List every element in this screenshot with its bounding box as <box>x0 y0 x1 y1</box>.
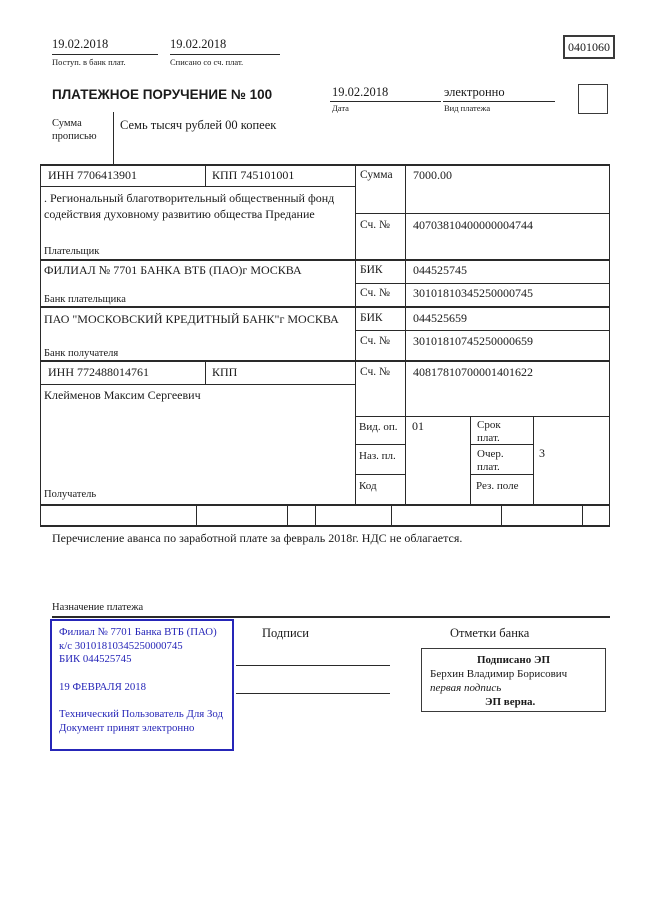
payer-bank-account: 30101810345250000745 <box>413 286 533 300</box>
payer-inn: ИНН 7706413901 <box>48 168 137 182</box>
payee-bank-account-label: Сч. № <box>360 335 391 347</box>
rez-pole-label: Рез. поле <box>476 480 519 492</box>
payer-account: 40703810400000004744 <box>413 218 533 232</box>
sum-value: 7000.00 <box>413 168 452 182</box>
vid-op-line <box>355 444 405 445</box>
signature-line <box>236 693 390 694</box>
purpose-label: Назначение платежа <box>52 602 144 613</box>
payer-section-label: Плательщик <box>44 246 100 257</box>
signed-name: Берхин Владимир Борисович <box>430 668 568 680</box>
stamp-bank-name: Филиал № 7701 Банка ВТБ (ПАО) <box>59 626 217 638</box>
amount-words-value: Семь тысяч рублей 00 копеек <box>120 118 277 132</box>
payee-account: 40817810700001401622 <box>413 365 533 379</box>
table-top-line <box>40 164 610 166</box>
payer-kpp: КПП 745101001 <box>212 168 295 182</box>
payer-name: . Региональный благотворительный общественный фонд содействия духовному развитию общества Предание <box>44 191 335 221</box>
payer-bank-name: ФИЛИАЛ № 7701 БАНКА ВТБ (ПАО)г МОСКВА <box>44 263 302 277</box>
payee-bank-section-line <box>40 360 610 362</box>
table-right-edge <box>609 164 610 526</box>
stamp-date: 19 ФЕВРАЛЯ 2018 <box>59 680 147 693</box>
signed-title: Подписано ЭП <box>476 654 551 666</box>
document-date: 19.02.2018 <box>332 85 389 99</box>
payer-bank-account-label: Сч. № <box>360 287 391 299</box>
ocher-plat-value: 3 <box>539 446 545 460</box>
document-date-underline <box>330 101 441 102</box>
stamp-corr-account: к/с 30101810345250000745 <box>59 639 183 652</box>
payee-bank-name: ПАО "МОСКОВСКИЙ КРЕДИТНЫЙ БАНК"г МОСКВА <box>44 312 339 326</box>
payer-bank-bik-label: БИК <box>360 264 383 276</box>
payment-kind-label: Вид платежа <box>444 103 491 113</box>
signatures-label: Подписи <box>262 626 309 640</box>
tax-cell-divider <box>501 504 502 526</box>
inn-kpp-divider <box>205 164 206 187</box>
purpose-text: Перечисление аванса по заработной плате за февраль 2018г. НДС не облагается. <box>52 531 463 545</box>
tax-cell-divider <box>287 504 288 526</box>
signature-line <box>236 665 390 666</box>
tax-cell-divider <box>196 504 197 526</box>
table-left-edge <box>40 164 41 526</box>
inn-row-line <box>40 186 355 187</box>
value-column-line <box>405 164 406 505</box>
status-field-box <box>578 84 608 114</box>
bank-marks-label: Отметки банка <box>450 626 530 640</box>
vid-op-label: Вид. оп. <box>359 421 398 433</box>
stamp-user: Технический Пользователь Для Зод <box>59 708 223 720</box>
received-date: 19.02.2018 <box>52 37 109 51</box>
signed-kind: первая подпись <box>430 682 502 694</box>
operation-table-top-line <box>355 416 610 417</box>
payer-bank-section-line <box>40 306 610 308</box>
tax-cell-divider <box>582 504 583 526</box>
stamp-accepted: Документ принят электронно <box>59 721 195 734</box>
payer-bank-bik: 044525745 <box>413 263 467 277</box>
sum-row-line <box>355 213 610 214</box>
payee-inn: ИНН 772488014761 <box>48 365 149 379</box>
stamp-bik: БИК 044525745 <box>59 653 132 665</box>
debited-date-underline <box>170 54 280 55</box>
table-bottom-line <box>40 504 610 506</box>
payee-bank-bik-label: БИК <box>360 312 383 324</box>
payee-name: Клейменов Максим Сергеевич <box>44 388 201 402</box>
srok-column-left-line <box>470 416 471 505</box>
debited-date: 19.02.2018 <box>170 37 227 51</box>
ocher-line <box>470 474 533 475</box>
debited-date-label: Списано со сч. плат. <box>170 57 244 67</box>
payment-kind-value: электронно <box>444 85 505 99</box>
payee-bank-section-label: Банк получателя <box>44 348 119 359</box>
bik1-row-line <box>355 283 610 284</box>
payer-bank-section-label: Банк плательщика <box>44 294 126 305</box>
srok-column-right-line <box>533 416 534 505</box>
electronic-signature-box <box>421 648 606 712</box>
received-date-underline <box>52 54 158 55</box>
naz-pl-label: Наз. пл. <box>359 450 396 462</box>
received-date-label: Поступ. в банк плат. <box>52 57 126 67</box>
form-code-box: 0401060 <box>563 35 615 59</box>
tax-row-bottom-line <box>40 525 610 527</box>
naz-pl-line <box>355 474 405 475</box>
signed-verified: ЭП верна. <box>485 696 536 708</box>
payee-account-label: Сч. № <box>360 366 391 378</box>
bank-acceptance-stamp <box>50 619 234 751</box>
vid-op-value: 01 <box>412 419 424 433</box>
payee-bank-account: 30101810745250000659 <box>413 334 533 348</box>
payee-section-label: Получатель <box>44 489 97 500</box>
payee-kpp-label: КПП <box>212 365 238 379</box>
amount-words-label: Сумма прописью <box>52 118 97 142</box>
tax-cell-divider <box>391 504 392 526</box>
payment-kind-underline <box>443 101 555 102</box>
srok-plat-label: Срок плат. <box>477 419 501 444</box>
payer-section-line <box>40 259 610 261</box>
inn2-row-line <box>40 384 355 385</box>
tax-cell-divider <box>315 504 316 526</box>
ocher-plat-label: Очер. плат. <box>477 448 504 473</box>
amount-words-divider <box>113 112 114 164</box>
bik2-row-line <box>355 330 610 331</box>
inn2-kpp-divider <box>205 361 206 385</box>
document-date-label: Дата <box>332 103 349 113</box>
payer-account-label: Сч. № <box>360 219 391 231</box>
kod-label: Код <box>359 480 377 492</box>
purpose-underline <box>52 616 610 618</box>
document-title: ПЛАТЕЖНОЕ ПОРУЧЕНИЕ № 100 <box>52 87 273 102</box>
sum-label: Сумма <box>360 169 393 181</box>
payee-bank-bik: 044525659 <box>413 311 467 325</box>
